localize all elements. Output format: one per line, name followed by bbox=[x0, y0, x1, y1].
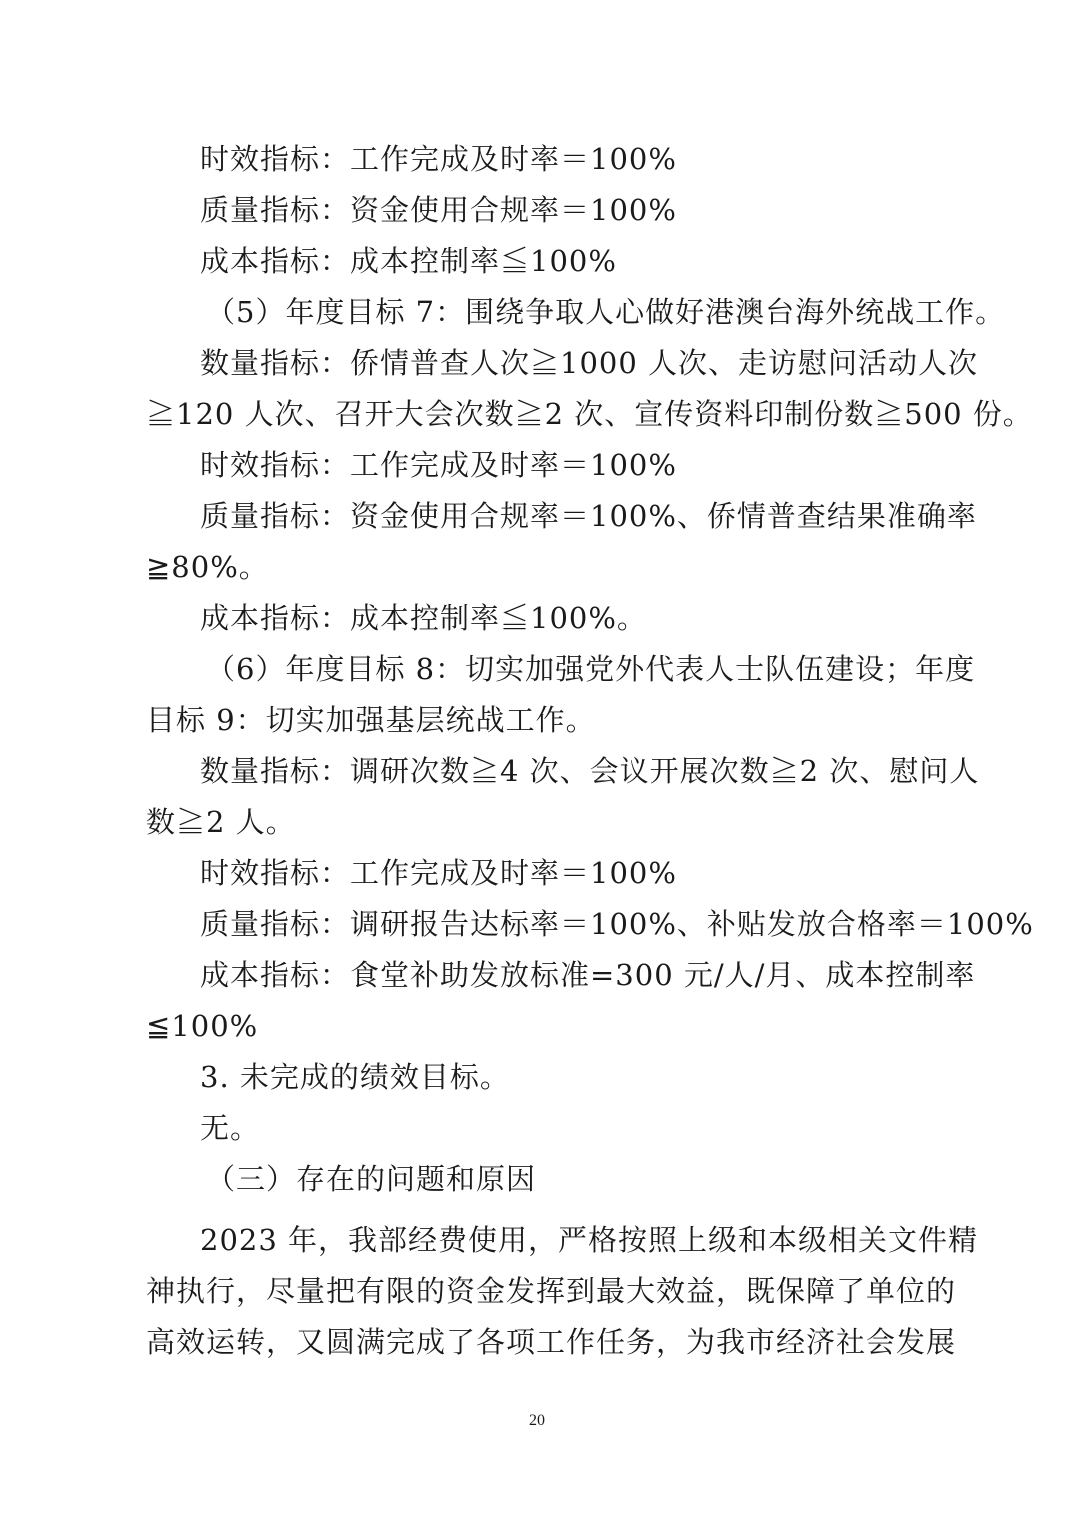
paragraph-line: ≧120 人次、召开大会次数≧2 次、宣传资料印制份数≧500 份。 bbox=[146, 397, 1033, 431]
paragraph-line: 神执行，尽量把有限的资金发挥到最大效益，既保障了单位的 bbox=[146, 1274, 957, 1308]
paragraph-line: 时效指标：工作完成及时率＝100% bbox=[200, 142, 677, 176]
section-heading: （三）存在的问题和原因 bbox=[206, 1162, 537, 1196]
paragraph-line: ≧80%。 bbox=[146, 550, 269, 584]
paragraph-line: 数量指标：侨情普查人次≧1000 人次、走访慰问活动人次 bbox=[200, 346, 979, 380]
paragraph-line: 高效运转，又圆满完成了各项工作任务，为我市经济社会发展 bbox=[146, 1325, 957, 1359]
paragraph-line: 目标 9：切实加强基层统战工作。 bbox=[146, 703, 596, 737]
goal-heading: （6）年度目标 8：切实加强党外代表人士队伍建设；年度 bbox=[206, 652, 976, 686]
section-heading: 3. 未完成的绩效目标。 bbox=[200, 1060, 510, 1094]
paragraph-line: 时效指标：工作完成及时率＝100% bbox=[200, 856, 677, 890]
paragraph-line: 成本指标：成本控制率≦100% bbox=[200, 244, 617, 278]
paragraph-line: 质量指标：资金使用合规率＝100% bbox=[200, 193, 677, 227]
paragraph-line: ≦100% bbox=[146, 1009, 259, 1043]
page-number: 20 bbox=[529, 1412, 545, 1429]
paragraph-line: 质量指标：资金使用合规率＝100%、侨情普查结果准确率 bbox=[200, 499, 977, 533]
paragraph-line: 2023 年，我部经费使用，严格按照上级和本级相关文件精 bbox=[200, 1223, 979, 1257]
paragraph-line: 数量指标：调研次数≧4 次、会议开展次数≧2 次、慰问人 bbox=[200, 754, 980, 788]
paragraph-line: 时效指标：工作完成及时率＝100% bbox=[200, 448, 677, 482]
paragraph-line: 成本指标：成本控制率≦100%。 bbox=[200, 601, 647, 635]
goal-heading: （5）年度目标 7：围绕争取人心做好港澳台海外统战工作。 bbox=[206, 295, 1006, 329]
paragraph-line: 成本指标：食堂补助发放标准=300 元/人/月、成本控制率 bbox=[200, 958, 976, 992]
paragraph-line: 数≧2 人。 bbox=[146, 805, 296, 839]
paragraph-line: 无。 bbox=[200, 1111, 261, 1145]
paragraph-line: 质量指标：调研报告达标率＝100%、补贴发放合格率＝100% bbox=[200, 907, 1034, 941]
